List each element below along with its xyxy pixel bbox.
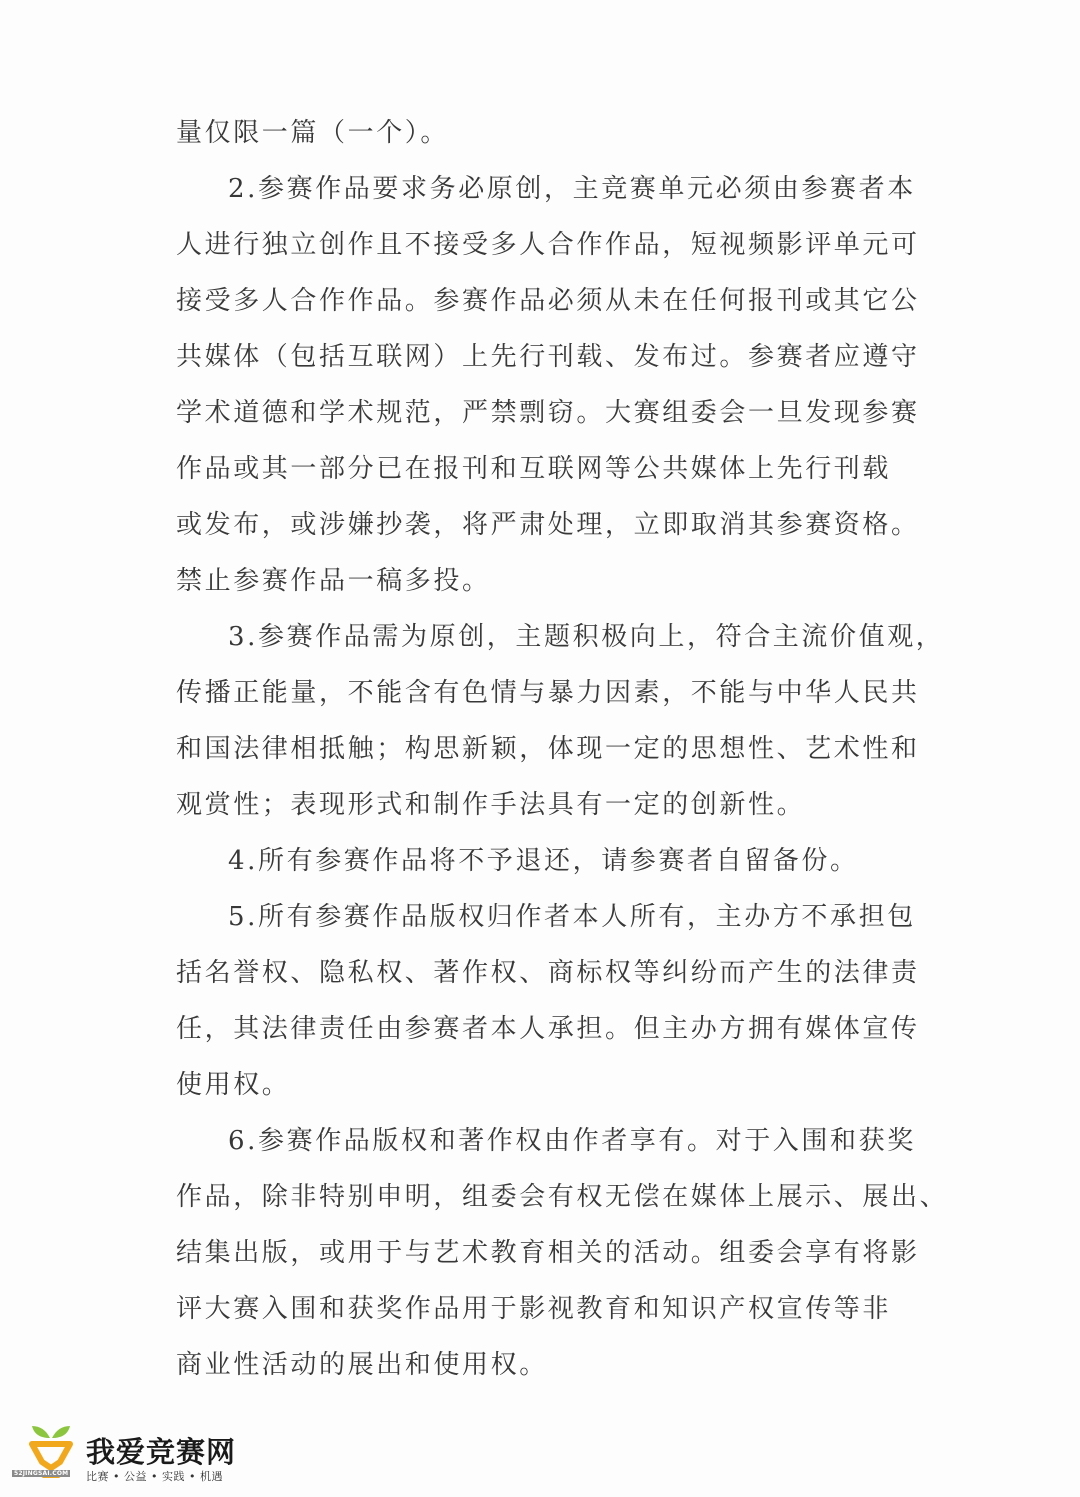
text-line: 评大赛入围和获奖作品用于影视教育和知识产权宣传等非 [176,1294,892,1324]
text-line: 作品，除非特别申明，组委会有权无偿在媒体上展示、展出、 [176,1182,949,1212]
paragraph-3-start: 3.参赛作品需为原创，主题积极向上，符合主流价值观， [228,622,945,652]
text-line: 使用权。 [176,1070,291,1100]
paragraph-6-start: 6.参赛作品版权和著作权由作者享有。对于入围和获奖 [228,1126,916,1156]
leaf-left-shape [32,1426,50,1438]
text-line: 结集出版，或用于与艺术教育相关的活动。组委会享有将影 [176,1238,920,1268]
text-line: 和国法律相抵触；构思新颖，体现一定的思想性、艺术性和 [176,734,920,764]
site-name: 我爱竞赛网 [86,1435,237,1469]
text-line: 禁止参赛作品一稿多投。 [176,566,491,596]
text-line: 商业性活动的展出和使用权。 [176,1350,548,1380]
site-watermark [10,1418,270,1488]
text-line: 共媒体（包括互联网）上先行刊载、发布过。参赛者应遵守 [176,342,920,372]
text-line: 观赏性；表现形式和制作手法具有一定的创新性。 [176,790,806,820]
text-line: 括名誉权、隐私权、著作权、商标权等纠纷而产生的法律责 [176,958,920,988]
leaf-right-shape [52,1426,70,1438]
text-line: 传播正能量，不能含有色情与暴力因素，不能与中华人民共 [176,678,920,708]
text-line: 作品或其一部分已在报刊和互联网等公共媒体上先行刊载 [176,454,892,484]
site-tagline: 比赛 • 公益 • 实践 • 机遇 [86,1470,223,1483]
text-line: 人进行独立创作且不接受多人合作作品，短视频影评单元可 [176,230,920,260]
cup-shape [32,1444,70,1468]
text-line: 接受多人合作作品。参赛作品必须从未在任何报刊或其它公 [176,286,920,316]
text-line: 量仅限一篇（一个）。 [176,118,450,148]
paragraph-2-start: 2.参赛作品要求务必原创，主竞赛单元必须由参赛者本 [228,174,916,204]
text-line: 或发布，或涉嫌抄袭，将严肃处理，立即取消其参赛资格。 [176,510,920,540]
paragraph-5-start: 5.所有参赛作品版权归作者本人所有，主办方不承担包 [228,902,916,932]
text-line: 学术道德和学术规范，严禁剽窃。大赛组委会一旦发现参赛 [176,398,920,428]
paragraph-4-start: 4.所有参赛作品将不予退还，请参赛者自留备份。 [228,846,859,876]
text-line: 任，其法律责任由参赛者本人承担。但主办方拥有媒体宣传 [176,1014,920,1044]
logo-url-text: 52JINGSAI.COM [14,1470,69,1477]
